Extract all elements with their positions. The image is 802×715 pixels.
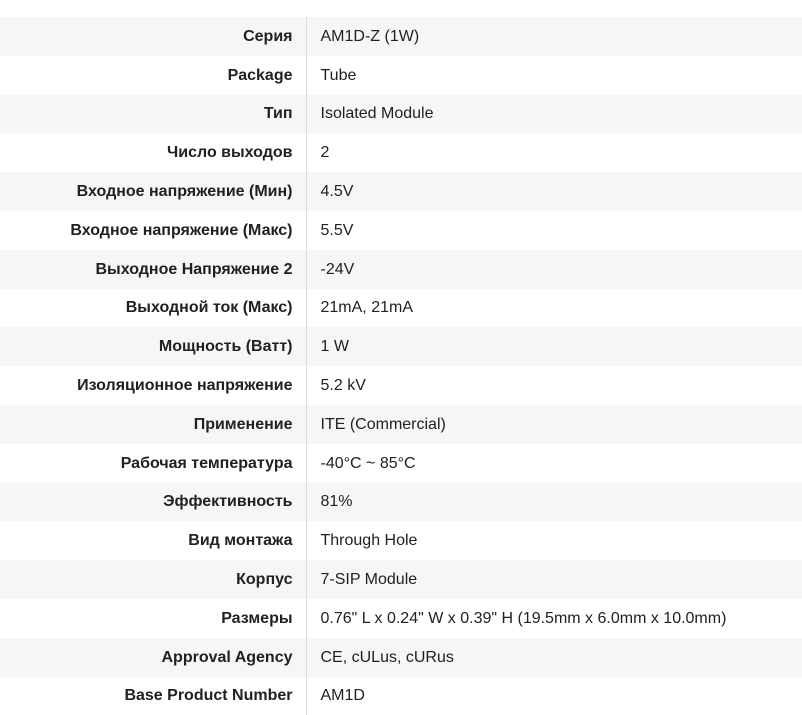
spec-value: Isolated Module xyxy=(306,95,802,134)
spec-row xyxy=(0,95,802,134)
spec-value: 2 xyxy=(306,133,802,172)
spec-value: 7-SIP Module xyxy=(306,560,802,599)
spec-row xyxy=(0,599,802,638)
spec-label: Выходное Напряжение 2 xyxy=(95,260,293,278)
spec-row xyxy=(0,133,802,172)
spec-label: Вид монтажа xyxy=(188,532,293,550)
spec-value: CE, cULus, cURus xyxy=(306,638,802,677)
spec-row xyxy=(0,366,802,405)
spec-value: -40°C ~ 85°C xyxy=(306,444,802,483)
spec-value: -24V xyxy=(306,250,802,289)
spec-label: Package xyxy=(227,66,293,84)
spec-table xyxy=(0,17,802,715)
spec-label: Base Product Number xyxy=(124,687,293,705)
spec-label: Число выходов xyxy=(167,144,293,162)
spec-value: AM1D xyxy=(306,677,802,715)
spec-label: Выходной ток (Макс) xyxy=(125,299,293,317)
spec-label: Рабочая температура xyxy=(120,454,293,472)
spec-table-body xyxy=(0,17,802,715)
spec-value: 21mA, 21mA xyxy=(306,289,802,328)
spec-row xyxy=(0,521,802,560)
spec-row xyxy=(0,289,802,328)
spec-row xyxy=(0,677,802,715)
spec-label: Корпус xyxy=(236,570,293,588)
spec-row xyxy=(0,56,802,95)
spec-label: Размеры xyxy=(221,609,293,627)
spec-row xyxy=(0,17,802,56)
spec-row xyxy=(0,638,802,677)
spec-label: Тип xyxy=(263,105,293,123)
spec-label: Мощность (Ватт) xyxy=(158,338,293,356)
spec-row xyxy=(0,405,802,444)
spec-label: Применение xyxy=(193,415,293,433)
spec-row xyxy=(0,172,802,211)
spec-value: 0.76" L x 0.24" W x 0.39" H (19.5mm x 6.0mm x 10.0mm) xyxy=(306,599,802,638)
spec-row xyxy=(0,327,802,366)
spec-row xyxy=(0,211,802,250)
spec-label: Входное напряжение (Макс) xyxy=(70,221,293,239)
spec-value: Through Hole xyxy=(306,521,802,560)
spec-value: ITE (Commercial) xyxy=(306,405,802,444)
spec-label: Входное напряжение (Мин) xyxy=(76,182,293,200)
spec-value: AM1D-Z (1W) xyxy=(306,17,802,56)
spec-row xyxy=(0,444,802,483)
spec-row xyxy=(0,560,802,599)
spec-row xyxy=(0,483,802,522)
spec-value: 4.5V xyxy=(306,172,802,211)
spec-value: 5.2 kV xyxy=(306,366,802,405)
spec-value: Tube xyxy=(306,56,802,95)
spec-row xyxy=(0,250,802,289)
spec-label: Эффективность xyxy=(163,493,293,511)
spec-value: 5.5V xyxy=(306,211,802,250)
spec-value: 1 W xyxy=(306,327,802,366)
spec-label: Серия xyxy=(243,27,293,45)
spec-label: Approval Agency xyxy=(161,648,293,666)
spec-value: 81% xyxy=(306,483,802,522)
spec-label: Изоляционное напряжение xyxy=(77,376,293,394)
